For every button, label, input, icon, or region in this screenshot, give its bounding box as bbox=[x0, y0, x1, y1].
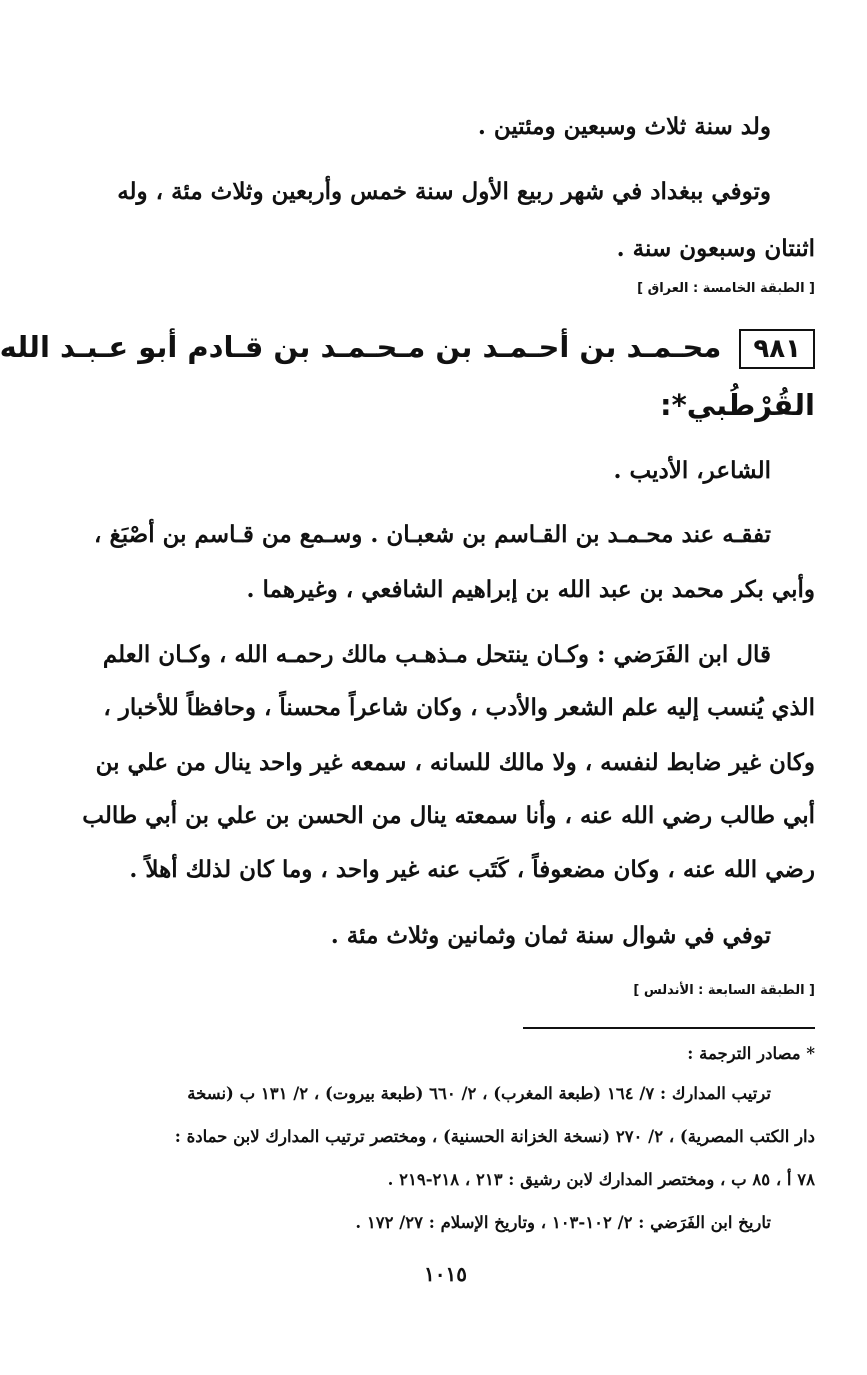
entry-heading bbox=[0, 329, 815, 369]
para1-line-2: وأبي بكر محمد بن عبد الله بن إبراهيم الشافعي ، وغيرهما . bbox=[246, 576, 815, 603]
entry-death-date: توفي في شوال سنة ثمان وثمانين وثلاث مئة . bbox=[330, 922, 771, 949]
carryover-line-3: اثنتان وسبعون سنة . bbox=[616, 235, 815, 262]
carryover-line-1: ولد سنة ثلاث وسبعين ومئتين . bbox=[477, 113, 771, 140]
footnote-line-3: ٧٨ أ ، ٨٥ ب ، ومختصر المدارك لابن رشيق : ٢١٣ ، ٢١٨-٢١٩ . bbox=[387, 1170, 815, 1189]
layer-tag-iraq: [ الطبقة الخامسة : العراق ] bbox=[637, 281, 815, 296]
entry-name-line-1: محـمـد بن أحـمـد بن مـحـمـد بن قـادم أبو عـبـد الله bbox=[0, 330, 722, 364]
layer-tag-andalus: [ الطبقة السابعة : الأندلس ] bbox=[633, 983, 815, 998]
entry-number-box: ٩٨١ bbox=[739, 329, 815, 369]
footnote-heading: * مصادر الترجمة : bbox=[687, 1044, 815, 1063]
para2-line-4: أبي طالب رضي الله عنه ، وأنا سمعته ينال من الحسن بن علي بن أبي طالب bbox=[82, 802, 815, 829]
carryover-line-2: وتوفي ببغداد في شهر ربيع الأول سنة خمس وأربعين وثلاث مئة ، وله bbox=[117, 178, 771, 205]
entry-name-line-2: القُرْطُبي*: bbox=[660, 388, 815, 422]
para1-line-1: تفقـه عند محـمـد بن القـاسم بن شعبـان . وسـمع من قـاسم بن أصْبَغ ، bbox=[94, 521, 771, 548]
footnote-line-1: ترتيب المدارك : ٧/ ١٦٤ (طبعة المغرب) ، ٢/ ٦٦٠ (طبعة بيروت) ، ٢/ ١٣١ ب (نسخة bbox=[187, 1084, 771, 1103]
footnote-line-2: دار الكتب المصرية) ، ٢/ ٢٧٠ (نسخة الخزانة الحسنية) ، ومختصر ترتيب المدارك لابن حمادة : bbox=[174, 1127, 815, 1146]
entry-epithet: الشاعر، الأديب . bbox=[613, 457, 771, 484]
footnote-divider bbox=[523, 1027, 815, 1029]
para2-line-2: الذي يُنسب إليه علم الشعر والأدب ، وكان شاعراً محسناً ، وحافظاً للأخبار ، bbox=[103, 694, 815, 721]
para2-line-5: رضي الله عنه ، وكان مضعوفاً ، كَتَب عنه غير واحد ، وما كان لذلك أهلاً . bbox=[129, 856, 815, 883]
para2-line-1: قال ابن الفَرَضي : وكـان ينتحل مـذهـب مالك رحمـه الله ، وكـان العلم bbox=[102, 641, 771, 668]
page-number: ١٠١٥ bbox=[424, 1262, 467, 1286]
footnote-line-4: تاريخ ابن الفَرَضي : ٢/ ١٠٢-١٠٣ ، وتاريخ الإسلام : ٢٧/ ١٧٢ . bbox=[355, 1213, 771, 1232]
para2-line-3: وكان غير ضابط لنفسه ، ولا مالك للسانه ، سمعه غير واحد ينال من علي بن bbox=[95, 749, 815, 776]
